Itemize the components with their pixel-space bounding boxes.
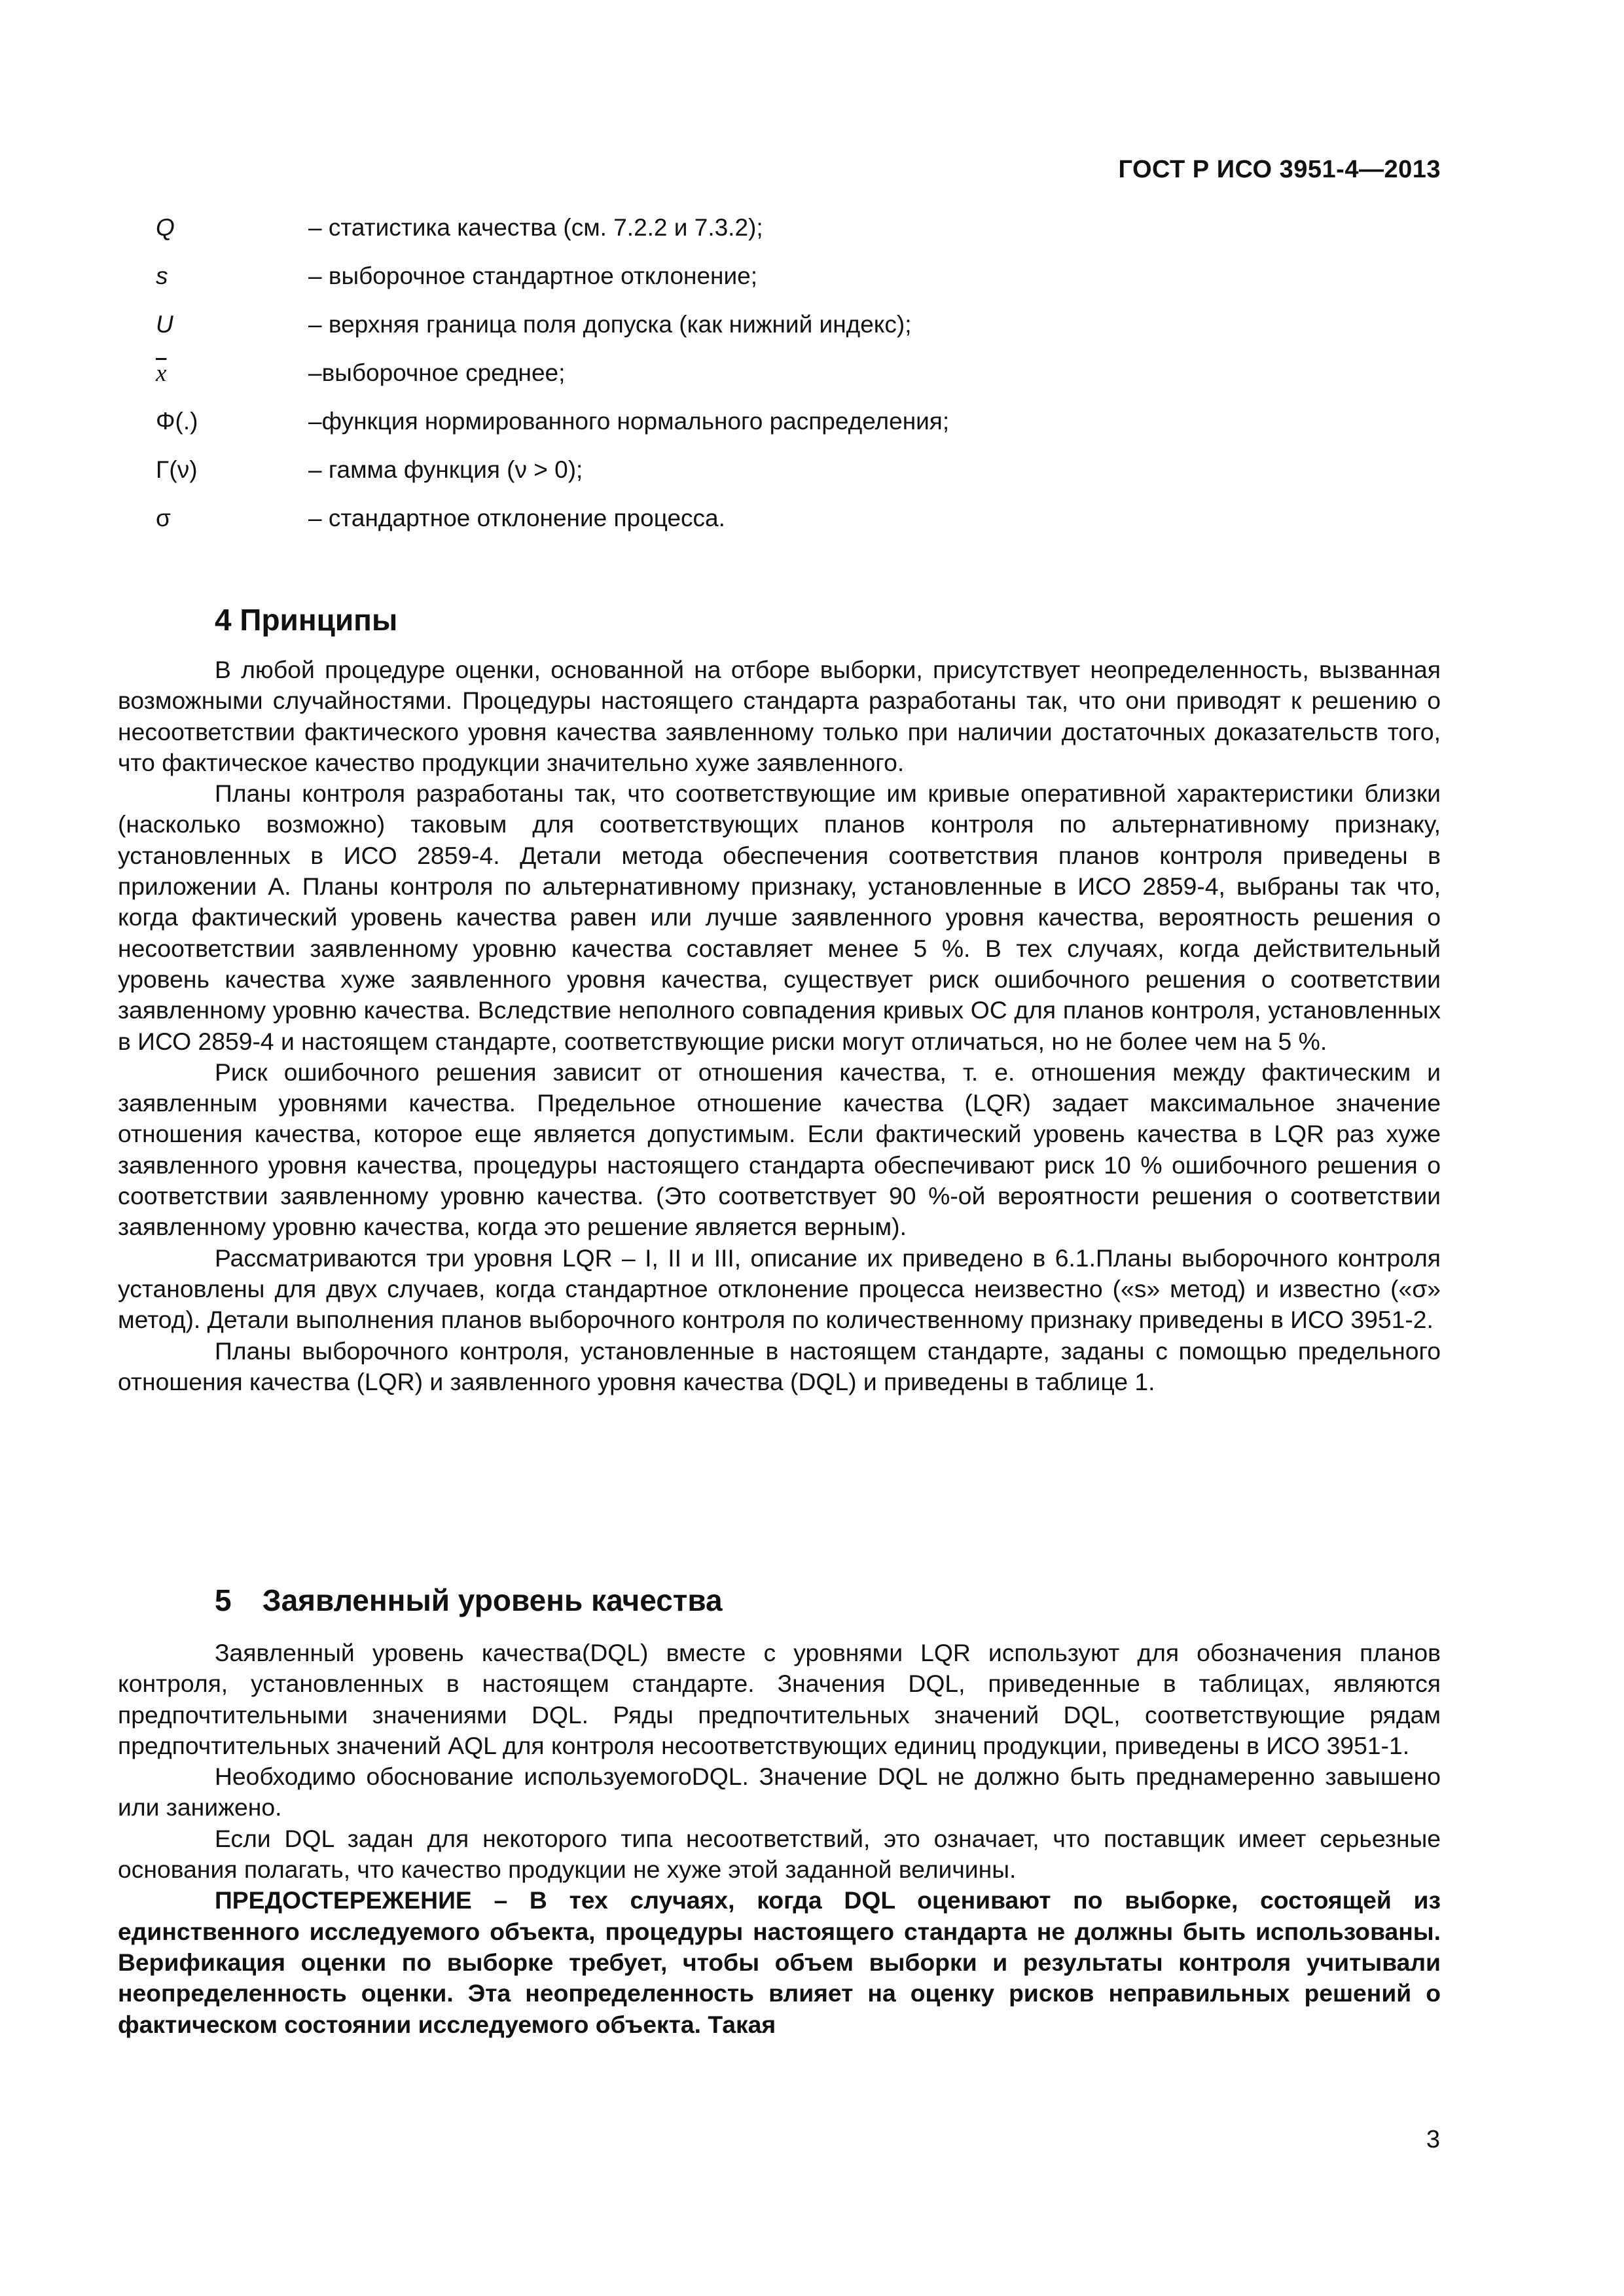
section-body — [118, 1638, 1441, 2040]
symbol-description: – выборочное стандартное отклонение; — [308, 262, 758, 289]
symbol-row — [156, 311, 1269, 359]
symbol: σ — [156, 505, 171, 531]
symbol-description: – гамма функция (ν > 0); — [308, 456, 583, 483]
section-number: 4 — [215, 603, 232, 637]
document-header: ГОСТ Р ИСО 3951-4—2013 — [1118, 156, 1441, 183]
section-heading — [215, 1583, 723, 1618]
paragraph: Если DQL задан для некоторого типа несоответствий, это означает, что поставщик имеет серьезные основания полагать, что качество продукции не хуже этой заданной величины. — [118, 1824, 1441, 1884]
symbol: $\overline{x}$ — [156, 360, 167, 387]
paragraph: Риск ошибочного решения зависит от отношения качества, т. е. отношения между фактическим и заявленным уровнями качества. Предельное отношение качества (LQR) задает максимальное значение отношения качества, которое еще является допустимым. Если фактический уровень качества в LQR раз хуже заявленного уровня качества, процедуры настоящего стандарта обеспечивают риск 10 % ошибочного решения о соответствии заявленному уровню качества. (Это соответствует 90 %-ой вероятности решения о соответствии заявленному уровню качества, когда это решение является верным). — [118, 1058, 1441, 1241]
symbol-cell — [156, 359, 308, 387]
symbol-row — [156, 262, 1269, 311]
symbol: Q — [156, 214, 175, 241]
symbol-description: – статистика качества (см. 7.2.2 и 7.3.2); — [308, 214, 763, 241]
page-number: 3 — [1426, 2126, 1440, 2153]
symbol-row — [156, 456, 1269, 505]
paragraph: Планы контроля разработаны так, что соответствующие им кривые оперативной характеристики близки (насколько возможно) таковым для соответствующих планов контроля по альтернативному признаку, установленных в ИСО 2859-4. Детали метода обеспечения соответствия планов контроля приведены в приложении А. Планы контроля по альтернативному признаку, установленные в ИСО 2859-4, выбраны так что, когда фактический уровень качества равен или лучше заявленного уровня качества, вероятность решения о несоответствии заявленному уровню качества составляет менее 5 %. В тех случаях, когда действительный уровень качества хуже заявленного уровня качества, существует риск ошибочного решения о соответствии заявленному уровню качества. Вследствие неполного совпадения кривых ОС для планов контроля, установленных в ИСО 2859-4 и настоящем стандарте, соответствующие риски могут отличаться, но не более чем на 5 %. — [118, 780, 1441, 1055]
symbol-row — [156, 359, 1269, 408]
symbol-description: –выборочное среднее; — [308, 359, 566, 386]
section-heading — [215, 602, 397, 637]
symbol-description: –функция нормированного нормального распределения; — [308, 408, 950, 435]
section-title: Заявленный уровень качества — [262, 1583, 723, 1617]
symbol: s — [156, 262, 168, 289]
symbols-list — [156, 214, 1269, 553]
paragraph: В любой процедуре оценки, основанной на отборе выборки, присутствует неопределенность, вызванная возможными случайностями. Процедуры настоящего стандарта разработаны так, что они приводят к решению о несоответствии фактического уровня качества заявленному только при наличии достаточных доказательств того, что фактическое качество продукции значительно хуже заявленного. — [118, 656, 1441, 776]
section-title: Принципы — [240, 603, 398, 637]
symbol-description: – верхняя граница поля допуска (как нижний индекс); — [308, 311, 912, 338]
symbol: Φ(.) — [156, 408, 198, 435]
section-body — [118, 655, 1441, 1397]
paragraph: Необходимо обоснование используемогоDQL. Значение DQL не должно быть преднамеренно завышено или занижено. — [118, 1763, 1441, 1821]
symbol: Γ(ν) — [156, 456, 198, 483]
symbol-row — [156, 408, 1269, 456]
paragraph: Планы выборочного контроля, установленные в настоящем стандарте, заданы с помощью предельного отношения качества (LQR) и заявленного уровня качества (DQL) и приведены в таблице 1. — [118, 1336, 1441, 1395]
warning-paragraph: ПРЕДОСТЕРЕЖЕНИЕ – В тех случаях, когда DQL оценивают по выборке, состоящей из единственного исследуемого объекта, процедуры настоящего стандарта не должны быть использованы. Верификация оценки по выборке требует, чтобы объем выборки и результаты контроля учитывали неопределенность оценки. Эта неопределенность влияет на оценку рисков неправильных решений о фактическом состоянии исследуемого объекта. Такая — [118, 1886, 1441, 2038]
symbol-row — [156, 214, 1269, 262]
symbol: U — [156, 311, 173, 338]
symbol-row — [156, 505, 1269, 553]
symbol-description: – стандартное отклонение процесса. — [308, 505, 725, 531]
paragraph: Рассматриваются три уровня LQR – I, II и III, описание их приведено в 6.1.Планы выборочного контроля установлены для двух случаев, когда стандартное отклонение процесса неизвестно («s» метод) и известно («σ» метод). Детали выполнения планов выборочного контроля по количественному признаку приведены в ИСО 3951-2. — [118, 1244, 1441, 1334]
section-number: 5 — [215, 1583, 232, 1617]
paragraph: Заявленный уровень качества(DQL) вместе с уровнями LQR используют для обозначения планов контроля, установленных в настоящем стандарте. Значения DQL, приведенные в таблицах, являются предпочтительными значениями DQL. Ряды предпочтительных значений DQL, соответствующие рядам предпочтительных значений AQL для контроля несоответствующих единиц продукции, приведены в ИСО 3951-1. — [118, 1639, 1441, 1759]
